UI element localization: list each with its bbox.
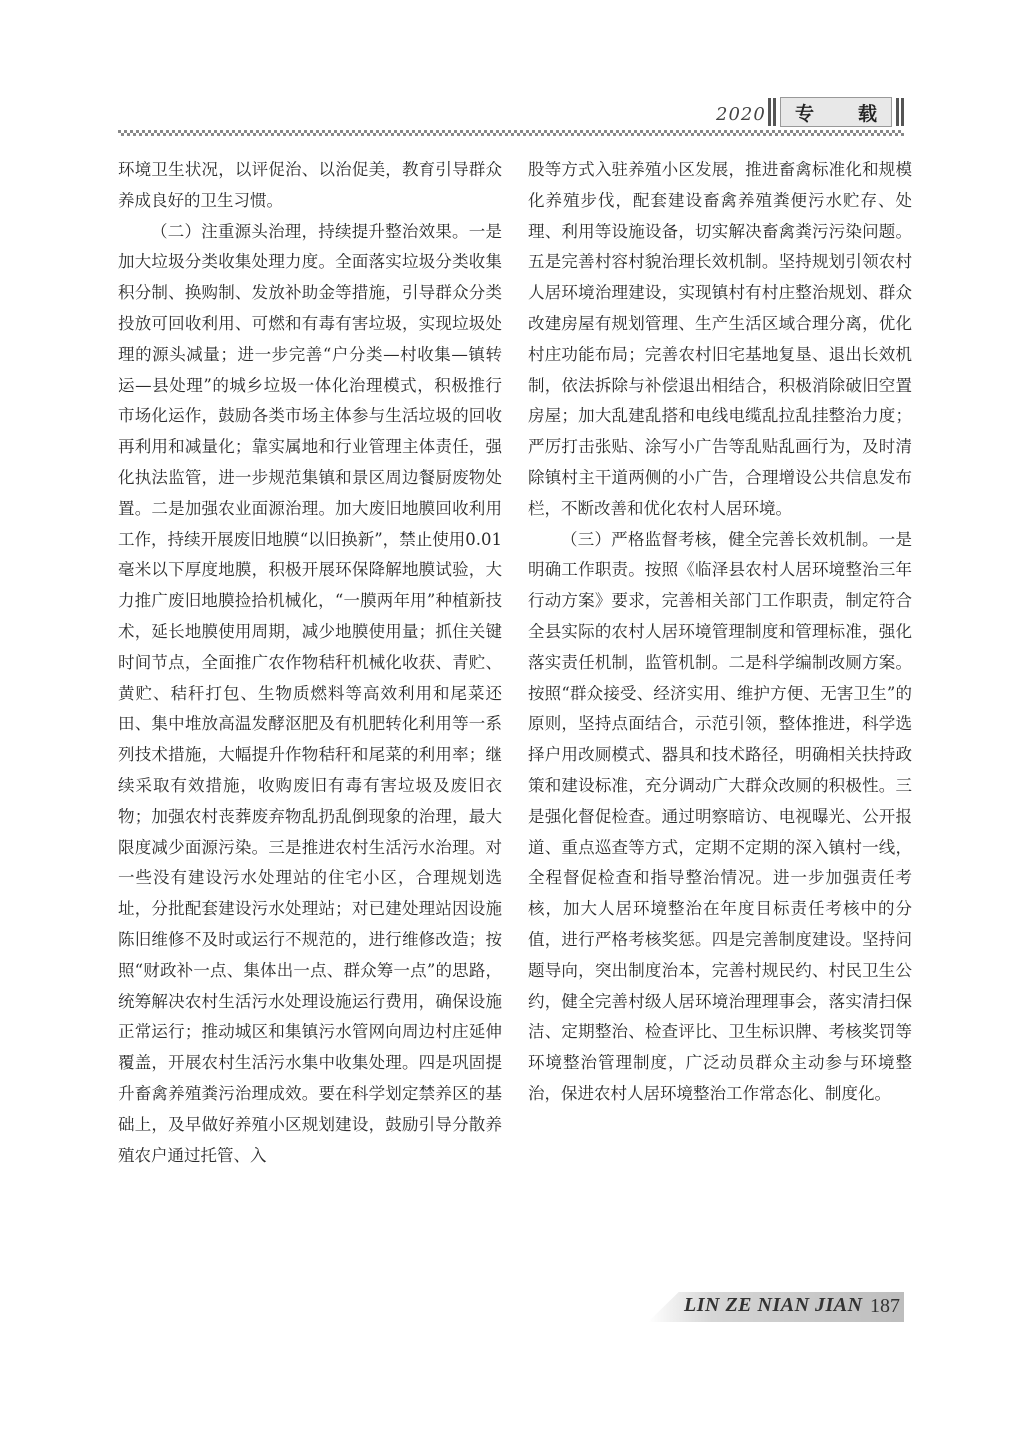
paragraph: （三）严格监督考核，健全完善长效机制。一是明确工作职责。按照《临泽县农村人居环境整治三年行动方案》要求，完善相关部门工作职责，制定符合全县实际的农村人居环境管理制度和管理标准，强化落实责任机制，监管机制。二是科学编制改厕方案。按照“群众接受、经济实用、维护方便、无害卫生”的原则，坚持点面结合，示范引领，整体推进，科学选择户用改厕模式、器具和技术路径，明确相关扶持政策和建设标准，充分调动广大群众改厕的积极性。三是强化督促检查。通过明察暗访、电视曝光、公开报道、重点巡查等方式，定期不定期的深入镇村一线，全程督促检查和指导整治情况。进一步加强责任考核，加大人居环境整治在年度目标责任考核中的分值，进行严格考核奖惩。四是完善制度建设。坚持问题导向，突出制度治本，完善村规民约、村民卫生公约，健全完善村级人居环境治理理事会，落实清扫保洁、定期整治、检查评比、卫生标识牌、考核奖罚等环境整治管理制度，广泛动员群众主动参与环境整治，保进农村人居环境整治工作常态化、制度化。 [528, 529, 912, 1103]
section-title-char-2: 载 [857, 102, 877, 125]
paragraph: 环境卫生状况，以评促治、以治促美，教育引导群众养成良好的卫生习惯。 [118, 160, 502, 210]
page-number: 187 [870, 1295, 900, 1317]
section-title-char-1: 专 [795, 102, 815, 125]
left-column [118, 155, 502, 1171]
section-title-tab [780, 97, 892, 127]
page-header [0, 0, 1020, 140]
header-dotted-rule [118, 130, 904, 136]
paragraph: （二）注重源头治理，持续提升整治效果。一是加大垃圾分类收集处理力度。全面落实垃圾分类收集积分制、换购制、发放补助金等措施，引导群众分类投放可回收利用、可燃和有毒有害垃圾，实现垃圾处理的源头减量；进一步完善“户分类—村收集—镇转运—县处理”的城乡垃圾一体化治理模式，积极推行市场化运作，鼓励各类市场主体参与生活垃圾的回收再利用和减量化；靠实属地和行业管理主体责任，强化执法监管，进一步规范集镇和景区周边餐厨废物处置。二是加强农业面源治理。加大废旧地膜回收利用工作，持续开展废旧地膜“以旧换新”，禁止使用0.01毫米以下厚度地膜，积极开展环保降解地膜试验，大力推广废旧地膜捡拾机械化，“一膜两年用”种植新技术，延长地膜使用周期，减少地膜使用量；抓住关键时间节点，全面推广农作物秸秆机械化收获、青贮、黄贮、秸秆打包、生物质燃料等高效利用和尾菜还田、集中堆放高温发酵沤肥及有机肥转化利用等一系列技术措施，大幅提升作物秸秆和尾菜的利用率；继续采取有效措施，收购废旧有毒有害垃圾及废旧衣物；加强农村丧葬废弃物乱扔乱倒现象的治理，最大限度减少面源污染。三是推进农村生活污水治理。对一些没有建设污水处理站的住宅小区，合理规划选址，分批配套建设污水处理站；对已建处理站因设施陈旧维修不及时或运行不规范的，进行维修改造；按照“财政补一点、集体出一点、群众筹一点”的思路，统筹解决农村生活污水处理设施运行费用，确保设施正常运行；推动城区和集镇污水管网向周边村庄延伸覆盖，开展农村生活污水集中收集处理。四是巩固提升畜禽养殖粪污治理成效。要在科学划定禁养区的基础上，及早做好养殖小区规划建设，鼓励引导分散养殖农户通过托管、入 [118, 221, 502, 1165]
header-year: 2020 [716, 104, 766, 125]
footer-journal-title: LIN ZE NIAN JIAN [684, 1294, 863, 1316]
right-column [528, 155, 912, 1110]
paragraph: 股等方式入驻养殖小区发展，推进畜禽标准化和规模化养殖步伐，配套建设畜禽养殖粪便污水贮存、处理、利用等设施设备，切实解决畜禽粪污污染问题。五是完善村容村貌治理长效机制。坚持规划引领农村人居环境治理建设，实现镇村有村庄整治规划、群众改建房屋有规划管理、生产生活区域合理分离，优化村庄功能布局；完善农村旧宅基地复垦、退出长效机制，依法拆除与补偿退出相结合，积极消除破旧空置房屋；加大乱建乱搭和电线电缆乱拉乱挂整治力度；严厉打击张贴、涂写小广告等乱贴乱画行为，及时清除镇村主干道两侧的小广告，合理增设公共信息发布栏，不断改善和优化农村人居环境。 [528, 160, 912, 518]
